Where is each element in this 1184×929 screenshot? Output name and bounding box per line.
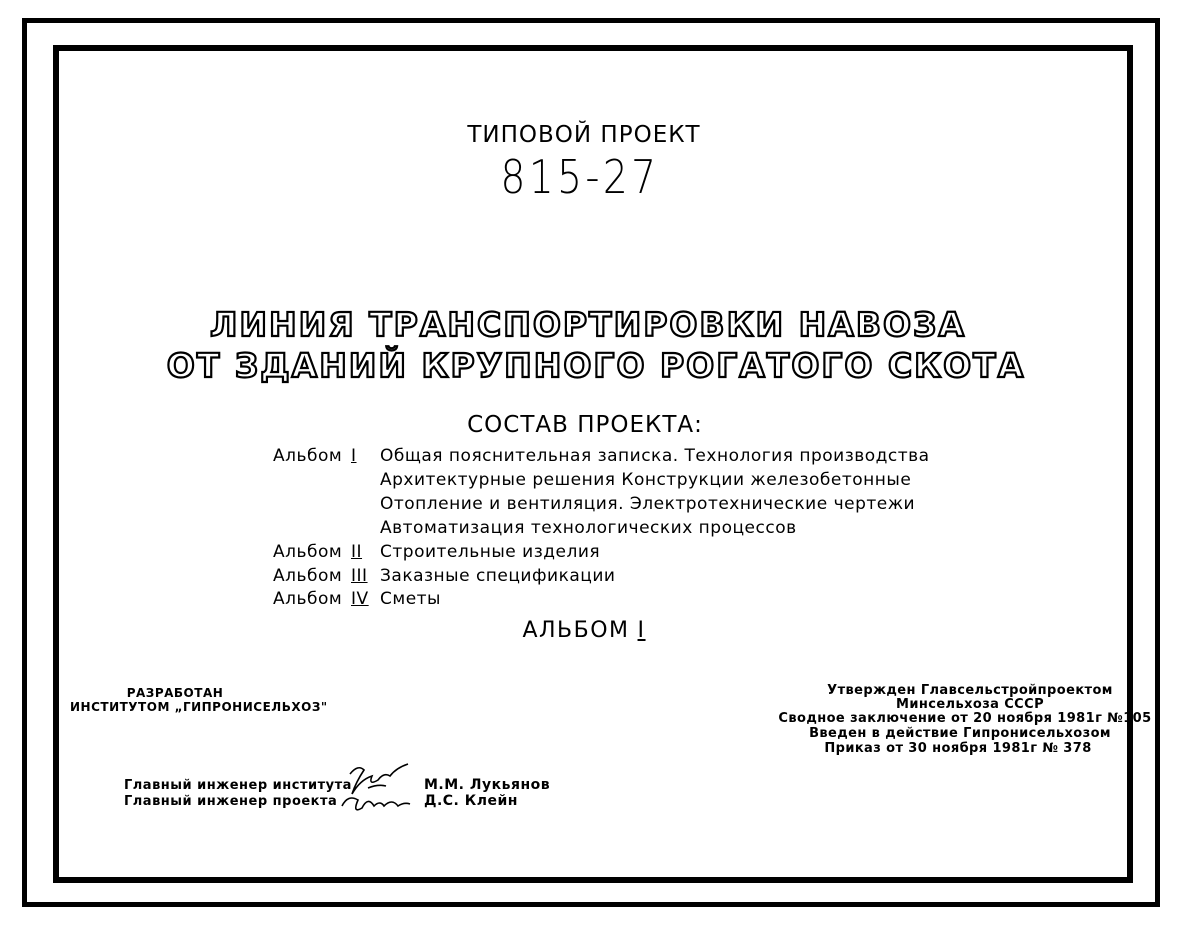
current-album-roman: I [637,618,646,643]
approval-line-5: Приказ от 30 ноября 1981г № 378 [824,741,1092,756]
album-description: Строительные изделия [380,542,601,562]
album-description: Общая пояснительная записка. Технология производства [380,446,930,466]
album-word: Альбом [273,542,343,562]
album-1-continuation: Автоматизация технологических процессов [380,518,797,538]
developer-line-2: ИНСТИТУТОМ „ГИПРОНИСЕЛЬХОЗ" [70,700,328,714]
project-type-label: ТИПОВОЙ ПРОЕКТ [467,122,701,148]
approval-line-4: Введен в действие Гипронисельхозом [809,726,1111,741]
album-roman: II [351,542,363,562]
signature-mark-1 [338,760,414,818]
album-row-4 [273,589,441,609]
album-1-continuation: Отопление и вентиляция. Электротехнические чертежи [380,494,916,514]
developer-line-1: РАЗРАБОТАН [126,686,224,700]
album-word: Альбом [273,589,343,609]
album-row-1 [273,446,930,466]
current-album [0,618,1168,643]
approval-line-3: Сводное заключение от 20 ноября 1981г №105 [778,711,1152,726]
signature-role-1: Главный инженер института [124,778,352,793]
signature-name-2: Д.С. Клейн [424,793,518,809]
composition-heading: СОСТАВ ПРОЕКТА: [467,412,703,438]
signature-name-1: М.М. Лукьянов [424,777,551,793]
album-word: Альбом [273,566,343,586]
album-roman: IV [351,589,369,609]
album-roman: I [351,446,357,466]
title-line-2: ОТ ЗДАНИЙ КРУПНОГО РОГАТОГО СКОТА [166,346,1026,385]
approval-line-1: Утвержден Главсельстройпроектом [827,683,1113,698]
album-roman: III [351,566,368,586]
current-album-label: АЛЬБОМ [522,618,630,643]
album-word: Альбом [273,446,343,466]
album-description: Сметы [380,589,441,609]
album-description: Заказные спецификации [380,566,616,586]
project-number: 815-27 [500,150,660,204]
album-row-3 [273,566,616,586]
title-line-1: ЛИНИЯ ТРАНСПОРТИРОВКИ НАВОЗА [209,305,967,344]
album-row-2 [273,542,601,562]
album-1-continuation: Архитектурные решения Конструкции железобетонные [380,470,912,490]
approval-line-2: Минсельхоза СССР [895,697,1044,712]
signature-role-2: Главный инженер проекта [124,794,338,809]
